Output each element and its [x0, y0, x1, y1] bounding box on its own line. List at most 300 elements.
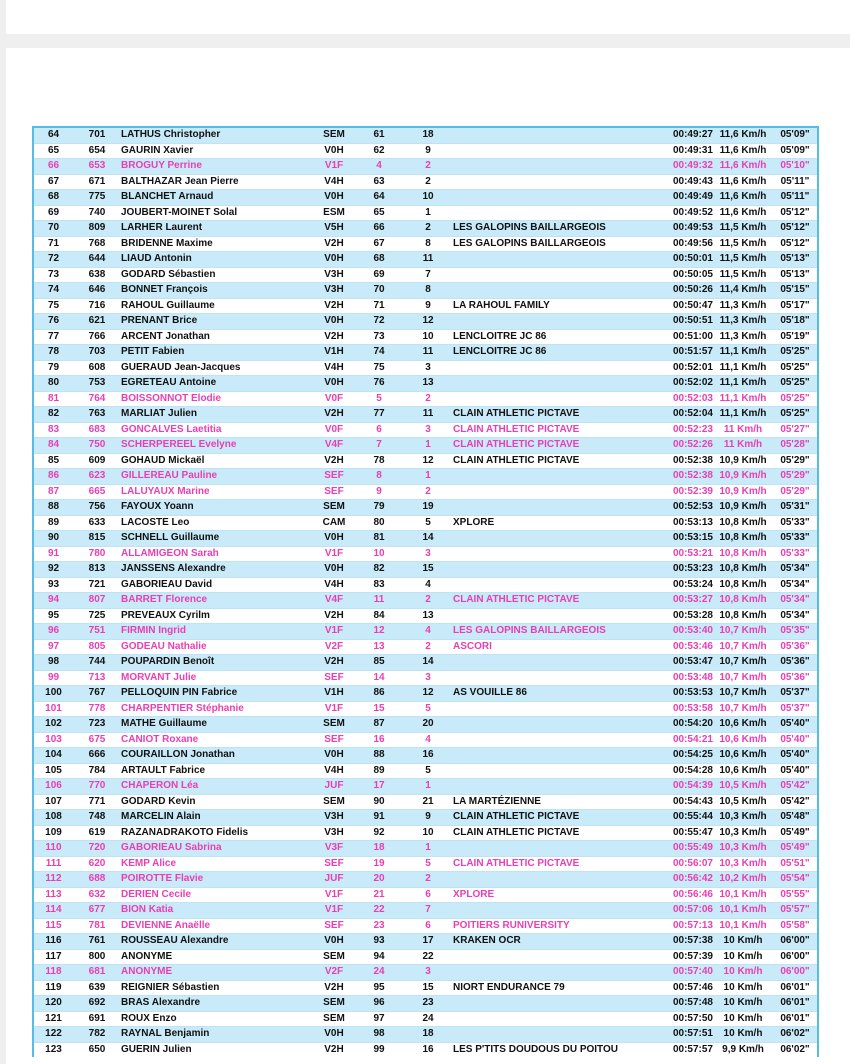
pace-cell: 06'01" — [773, 1011, 818, 1027]
rank-cell: 82 — [33, 407, 73, 423]
position-cell: 98 — [355, 1027, 403, 1043]
bib-cell: 691 — [73, 1011, 121, 1027]
position-cell: 94 — [355, 949, 403, 965]
category-cell: V3H — [313, 810, 355, 826]
results-body — [33, 127, 818, 1057]
club-cell — [453, 670, 653, 686]
table-row — [33, 794, 818, 810]
bib-cell: 800 — [73, 949, 121, 965]
position-cell: 91 — [355, 810, 403, 826]
category-cell: V1F — [313, 546, 355, 562]
category-rank-cell: 1 — [403, 841, 453, 857]
table-row — [33, 314, 818, 330]
speed-cell: 10,5 Km/h — [713, 779, 773, 795]
position-cell: 22 — [355, 903, 403, 919]
rank-cell: 72 — [33, 252, 73, 268]
position-cell: 77 — [355, 407, 403, 423]
pace-cell: 05'12" — [773, 221, 818, 237]
table-row — [33, 779, 818, 795]
speed-cell: 11,5 Km/h — [713, 267, 773, 283]
table-row — [33, 934, 818, 950]
name-cell: LIAUD Antonin — [121, 252, 313, 268]
table-row — [33, 453, 818, 469]
category-cell: V2H — [313, 453, 355, 469]
category-cell: V0H — [313, 314, 355, 330]
category-rank-cell: 9 — [403, 298, 453, 314]
pace-cell: 05'49" — [773, 825, 818, 841]
club-cell: CLAIN ATHLETIC PICTAVE — [453, 407, 653, 423]
club-cell: CLAIN ATHLETIC PICTAVE — [453, 810, 653, 826]
table-row — [33, 221, 818, 237]
club-cell — [453, 608, 653, 624]
name-cell: MARCELIN Alain — [121, 810, 313, 826]
rank-cell: 79 — [33, 360, 73, 376]
time-cell: 00:57:13 — [653, 918, 713, 934]
table-row — [33, 283, 818, 299]
bib-cell: 782 — [73, 1027, 121, 1043]
rank-cell: 90 — [33, 531, 73, 547]
category-cell: V5H — [313, 221, 355, 237]
time-cell: 00:54:28 — [653, 763, 713, 779]
table-row — [33, 360, 818, 376]
rank-cell: 100 — [33, 686, 73, 702]
category-cell: V2H — [313, 1042, 355, 1057]
bib-cell: 677 — [73, 903, 121, 919]
name-cell: ROUSSEAU Alexandre — [121, 934, 313, 950]
club-cell — [453, 701, 653, 717]
time-cell: 00:49:49 — [653, 190, 713, 206]
category-rank-cell: 6 — [403, 887, 453, 903]
name-cell: ARCENT Jonathan — [121, 329, 313, 345]
speed-cell: 11,4 Km/h — [713, 283, 773, 299]
club-cell — [453, 562, 653, 578]
club-cell — [453, 127, 653, 143]
pace-cell: 05'12" — [773, 236, 818, 252]
position-cell: 96 — [355, 996, 403, 1012]
club-cell — [453, 841, 653, 857]
pace-cell: 05'54" — [773, 872, 818, 888]
name-cell: JANSSENS Alexandre — [121, 562, 313, 578]
category-cell: V1F — [313, 159, 355, 175]
category-cell: V2H — [313, 655, 355, 671]
position-cell: 67 — [355, 236, 403, 252]
category-rank-cell: 4 — [403, 624, 453, 640]
speed-cell: 11,6 Km/h — [713, 205, 773, 221]
category-rank-cell: 3 — [403, 965, 453, 981]
position-cell: 13 — [355, 639, 403, 655]
speed-cell: 11,3 Km/h — [713, 329, 773, 345]
table-row — [33, 608, 818, 624]
position-cell: 87 — [355, 717, 403, 733]
club-cell: KRAKEN OCR — [453, 934, 653, 950]
category-rank-cell: 5 — [403, 515, 453, 531]
pace-cell: 05'57" — [773, 903, 818, 919]
category-cell: JUF — [313, 779, 355, 795]
pace-cell: 05'40" — [773, 748, 818, 764]
pace-cell: 05'25" — [773, 376, 818, 392]
club-cell — [453, 1011, 653, 1027]
rank-cell: 85 — [33, 453, 73, 469]
name-cell: CHAPERON Léa — [121, 779, 313, 795]
position-cell: 89 — [355, 763, 403, 779]
speed-cell: 10,9 Km/h — [713, 453, 773, 469]
rank-cell: 114 — [33, 903, 73, 919]
table-row — [33, 732, 818, 748]
name-cell: RAZANADRAKOTO Fidelis — [121, 825, 313, 841]
rank-cell: 68 — [33, 190, 73, 206]
pace-cell: 05'58" — [773, 918, 818, 934]
pace-cell: 05'27" — [773, 422, 818, 438]
rank-cell: 87 — [33, 484, 73, 500]
time-cell: 00:54:21 — [653, 732, 713, 748]
category-cell: SEM — [313, 949, 355, 965]
name-cell: ROUX Enzo — [121, 1011, 313, 1027]
category-cell: JUF — [313, 872, 355, 888]
speed-cell: 10,8 Km/h — [713, 593, 773, 609]
club-cell: LES GALOPINS BAILLARGEOIS — [453, 624, 653, 640]
pace-cell: 05'34" — [773, 608, 818, 624]
club-cell: CLAIN ATHLETIC PICTAVE — [453, 856, 653, 872]
speed-cell: 11,1 Km/h — [713, 376, 773, 392]
club-cell — [453, 1027, 653, 1043]
club-cell: NIORT ENDURANCE 79 — [453, 980, 653, 996]
bib-cell: 692 — [73, 996, 121, 1012]
name-cell: GODARD Kevin — [121, 794, 313, 810]
position-cell: 75 — [355, 360, 403, 376]
table-row — [33, 422, 818, 438]
category-rank-cell: 2 — [403, 391, 453, 407]
speed-cell: 11,3 Km/h — [713, 298, 773, 314]
bib-cell: 781 — [73, 918, 121, 934]
pace-cell: 05'25" — [773, 407, 818, 423]
bib-cell: 683 — [73, 422, 121, 438]
category-rank-cell: 9 — [403, 143, 453, 159]
rank-cell: 91 — [33, 546, 73, 562]
bib-cell: 778 — [73, 701, 121, 717]
rank-cell: 96 — [33, 624, 73, 640]
category-rank-cell: 2 — [403, 593, 453, 609]
table-row — [33, 500, 818, 516]
name-cell: CANIOT Roxane — [121, 732, 313, 748]
category-rank-cell: 10 — [403, 825, 453, 841]
results-table — [32, 126, 819, 1057]
name-cell: ARTAULT Fabrice — [121, 763, 313, 779]
rank-cell: 122 — [33, 1027, 73, 1043]
category-rank-cell: 5 — [403, 701, 453, 717]
club-cell — [453, 763, 653, 779]
table-row — [33, 1027, 818, 1043]
speed-cell: 10,7 Km/h — [713, 670, 773, 686]
rank-cell: 97 — [33, 639, 73, 655]
time-cell: 00:53:24 — [653, 577, 713, 593]
pace-cell: 05'33" — [773, 531, 818, 547]
table-row — [33, 701, 818, 717]
category-rank-cell: 7 — [403, 267, 453, 283]
bib-cell: 650 — [73, 1042, 121, 1057]
name-cell: DEVIENNE Anaëlle — [121, 918, 313, 934]
time-cell: 00:56:46 — [653, 887, 713, 903]
category-cell: SEM — [313, 996, 355, 1012]
table-row — [33, 174, 818, 190]
rank-cell: 89 — [33, 515, 73, 531]
position-cell: 19 — [355, 856, 403, 872]
pace-cell: 05'09" — [773, 143, 818, 159]
time-cell: 00:53:28 — [653, 608, 713, 624]
rank-cell: 92 — [33, 562, 73, 578]
club-cell — [453, 174, 653, 190]
time-cell: 00:56:42 — [653, 872, 713, 888]
table-row — [33, 376, 818, 392]
category-cell: V2F — [313, 965, 355, 981]
time-cell: 00:53:48 — [653, 670, 713, 686]
time-cell: 00:50:47 — [653, 298, 713, 314]
table-row — [33, 546, 818, 562]
rank-cell: 86 — [33, 469, 73, 485]
club-cell — [453, 779, 653, 795]
speed-cell: 11,3 Km/h — [713, 314, 773, 330]
bib-cell: 716 — [73, 298, 121, 314]
category-rank-cell: 21 — [403, 794, 453, 810]
speed-cell: 10,2 Km/h — [713, 872, 773, 888]
position-cell: 9 — [355, 484, 403, 500]
category-rank-cell: 22 — [403, 949, 453, 965]
time-cell: 00:53:15 — [653, 531, 713, 547]
table-row — [33, 686, 818, 702]
category-rank-cell: 2 — [403, 221, 453, 237]
speed-cell: 10,7 Km/h — [713, 639, 773, 655]
speed-cell: 10,3 Km/h — [713, 841, 773, 857]
position-cell: 79 — [355, 500, 403, 516]
category-rank-cell: 2 — [403, 174, 453, 190]
category-rank-cell: 11 — [403, 407, 453, 423]
table-row — [33, 252, 818, 268]
club-cell: CLAIN ATHLETIC PICTAVE — [453, 438, 653, 454]
rank-cell: 78 — [33, 345, 73, 361]
position-cell: 74 — [355, 345, 403, 361]
category-cell: V1F — [313, 624, 355, 640]
position-cell: 65 — [355, 205, 403, 221]
time-cell: 00:53:40 — [653, 624, 713, 640]
club-cell — [453, 903, 653, 919]
bib-cell: 784 — [73, 763, 121, 779]
time-cell: 00:52:23 — [653, 422, 713, 438]
name-cell: FIRMIN Ingrid — [121, 624, 313, 640]
bib-cell: 646 — [73, 283, 121, 299]
pace-cell: 05'11" — [773, 174, 818, 190]
name-cell: ANONYME — [121, 949, 313, 965]
club-cell — [453, 546, 653, 562]
time-cell: 00:53:23 — [653, 562, 713, 578]
position-cell: 73 — [355, 329, 403, 345]
speed-cell: 10,6 Km/h — [713, 732, 773, 748]
name-cell: BOISSONNOT Elodie — [121, 391, 313, 407]
category-cell: V2H — [313, 329, 355, 345]
bib-cell: 744 — [73, 655, 121, 671]
speed-cell: 10,1 Km/h — [713, 887, 773, 903]
time-cell: 00:49:56 — [653, 236, 713, 252]
pace-cell: 05'34" — [773, 593, 818, 609]
category-rank-cell: 7 — [403, 903, 453, 919]
bib-cell: 805 — [73, 639, 121, 655]
category-cell: V3H — [313, 267, 355, 283]
bib-cell: 701 — [73, 127, 121, 143]
speed-cell: 10 Km/h — [713, 996, 773, 1012]
time-cell: 00:49:32 — [653, 159, 713, 175]
category-rank-cell: 13 — [403, 376, 453, 392]
position-cell: 15 — [355, 701, 403, 717]
name-cell: GILLEREAU Pauline — [121, 469, 313, 485]
bib-cell: 766 — [73, 329, 121, 345]
category-rank-cell: 17 — [403, 934, 453, 950]
category-cell: V3H — [313, 283, 355, 299]
position-cell: 66 — [355, 221, 403, 237]
name-cell: BONNET François — [121, 283, 313, 299]
time-cell: 00:57:46 — [653, 980, 713, 996]
table-row — [33, 391, 818, 407]
bib-cell: 666 — [73, 748, 121, 764]
category-cell: V4H — [313, 763, 355, 779]
rank-cell: 65 — [33, 143, 73, 159]
pace-cell: 05'09" — [773, 127, 818, 143]
pace-cell: 06'00" — [773, 949, 818, 965]
speed-cell: 10,8 Km/h — [713, 577, 773, 593]
category-rank-cell: 16 — [403, 748, 453, 764]
rank-cell: 93 — [33, 577, 73, 593]
bib-cell: 623 — [73, 469, 121, 485]
name-cell: LATHUS Christopher — [121, 127, 313, 143]
category-cell: SEF — [313, 484, 355, 500]
pace-cell: 05'25" — [773, 345, 818, 361]
category-cell: V4H — [313, 174, 355, 190]
category-cell: SEM — [313, 500, 355, 516]
club-cell — [453, 577, 653, 593]
table-row — [33, 639, 818, 655]
name-cell: GAURIN Xavier — [121, 143, 313, 159]
pace-cell: 05'17" — [773, 298, 818, 314]
club-cell: CLAIN ATHLETIC PICTAVE — [453, 593, 653, 609]
rank-cell: 71 — [33, 236, 73, 252]
rank-cell: 115 — [33, 918, 73, 934]
speed-cell: 10,6 Km/h — [713, 717, 773, 733]
position-cell: 86 — [355, 686, 403, 702]
speed-cell: 10,6 Km/h — [713, 763, 773, 779]
category-rank-cell: 11 — [403, 345, 453, 361]
time-cell: 00:50:01 — [653, 252, 713, 268]
speed-cell: 10,3 Km/h — [713, 810, 773, 826]
position-cell: 24 — [355, 965, 403, 981]
bib-cell: 632 — [73, 887, 121, 903]
name-cell: SCHERPEREEL Evelyne — [121, 438, 313, 454]
club-cell: LA MARTÉZIENNE — [453, 794, 653, 810]
position-cell: 88 — [355, 748, 403, 764]
rank-cell: 74 — [33, 283, 73, 299]
speed-cell: 10,7 Km/h — [713, 686, 773, 702]
rank-cell: 76 — [33, 314, 73, 330]
category-rank-cell: 13 — [403, 608, 453, 624]
club-cell — [453, 360, 653, 376]
speed-cell: 11,1 Km/h — [713, 391, 773, 407]
position-cell: 61 — [355, 127, 403, 143]
table-row — [33, 159, 818, 175]
time-cell: 00:49:43 — [653, 174, 713, 190]
pace-cell: 05'40" — [773, 763, 818, 779]
category-cell: V2H — [313, 407, 355, 423]
name-cell: PETIT Fabien — [121, 345, 313, 361]
time-cell: 00:52:26 — [653, 438, 713, 454]
name-cell: DERIEN Cecile — [121, 887, 313, 903]
time-cell: 00:53:13 — [653, 515, 713, 531]
time-cell: 00:53:47 — [653, 655, 713, 671]
table-row — [33, 856, 818, 872]
table-row — [33, 407, 818, 423]
rank-cell: 69 — [33, 205, 73, 221]
pace-cell: 05'33" — [773, 546, 818, 562]
table-row — [33, 841, 818, 857]
bib-cell: 675 — [73, 732, 121, 748]
category-cell: V1H — [313, 686, 355, 702]
time-cell: 00:55:44 — [653, 810, 713, 826]
bib-cell: 671 — [73, 174, 121, 190]
time-cell: 00:54:43 — [653, 794, 713, 810]
category-rank-cell: 11 — [403, 252, 453, 268]
category-cell: V0H — [313, 531, 355, 547]
rank-cell: 94 — [33, 593, 73, 609]
position-cell: 81 — [355, 531, 403, 547]
rank-cell: 112 — [33, 872, 73, 888]
club-cell — [453, 143, 653, 159]
pace-cell: 06'02" — [773, 1027, 818, 1043]
bib-cell: 767 — [73, 686, 121, 702]
position-cell: 82 — [355, 562, 403, 578]
name-cell: LARHER Laurent — [121, 221, 313, 237]
club-cell: XPLORE — [453, 515, 653, 531]
bib-cell: 768 — [73, 236, 121, 252]
time-cell: 00:57:50 — [653, 1011, 713, 1027]
speed-cell: 11,5 Km/h — [713, 252, 773, 268]
table-row — [33, 531, 818, 547]
category-cell: V0F — [313, 391, 355, 407]
position-cell: 62 — [355, 143, 403, 159]
club-cell — [453, 190, 653, 206]
rank-cell: 95 — [33, 608, 73, 624]
club-cell: XPLORE — [453, 887, 653, 903]
bib-cell: 723 — [73, 717, 121, 733]
club-cell — [453, 469, 653, 485]
category-rank-cell: 12 — [403, 453, 453, 469]
name-cell: MATHE Guillaume — [121, 717, 313, 733]
name-cell: FAYOUX Yoann — [121, 500, 313, 516]
rank-cell: 88 — [33, 500, 73, 516]
table-row — [33, 593, 818, 609]
club-cell: POITIERS RUNIVERSITY — [453, 918, 653, 934]
name-cell: BION Katia — [121, 903, 313, 919]
position-cell: 70 — [355, 283, 403, 299]
table-row — [33, 484, 818, 500]
bib-cell: 753 — [73, 376, 121, 392]
category-cell: CAM — [313, 515, 355, 531]
category-rank-cell: 10 — [403, 329, 453, 345]
speed-cell: 10,8 Km/h — [713, 562, 773, 578]
category-rank-cell: 5 — [403, 856, 453, 872]
table-row — [33, 810, 818, 826]
time-cell: 00:54:39 — [653, 779, 713, 795]
category-cell: V1F — [313, 903, 355, 919]
name-cell: LALUYAUX Marine — [121, 484, 313, 500]
speed-cell: 9,9 Km/h — [713, 1042, 773, 1057]
bib-cell: 721 — [73, 577, 121, 593]
bib-cell: 620 — [73, 856, 121, 872]
position-cell: 12 — [355, 624, 403, 640]
